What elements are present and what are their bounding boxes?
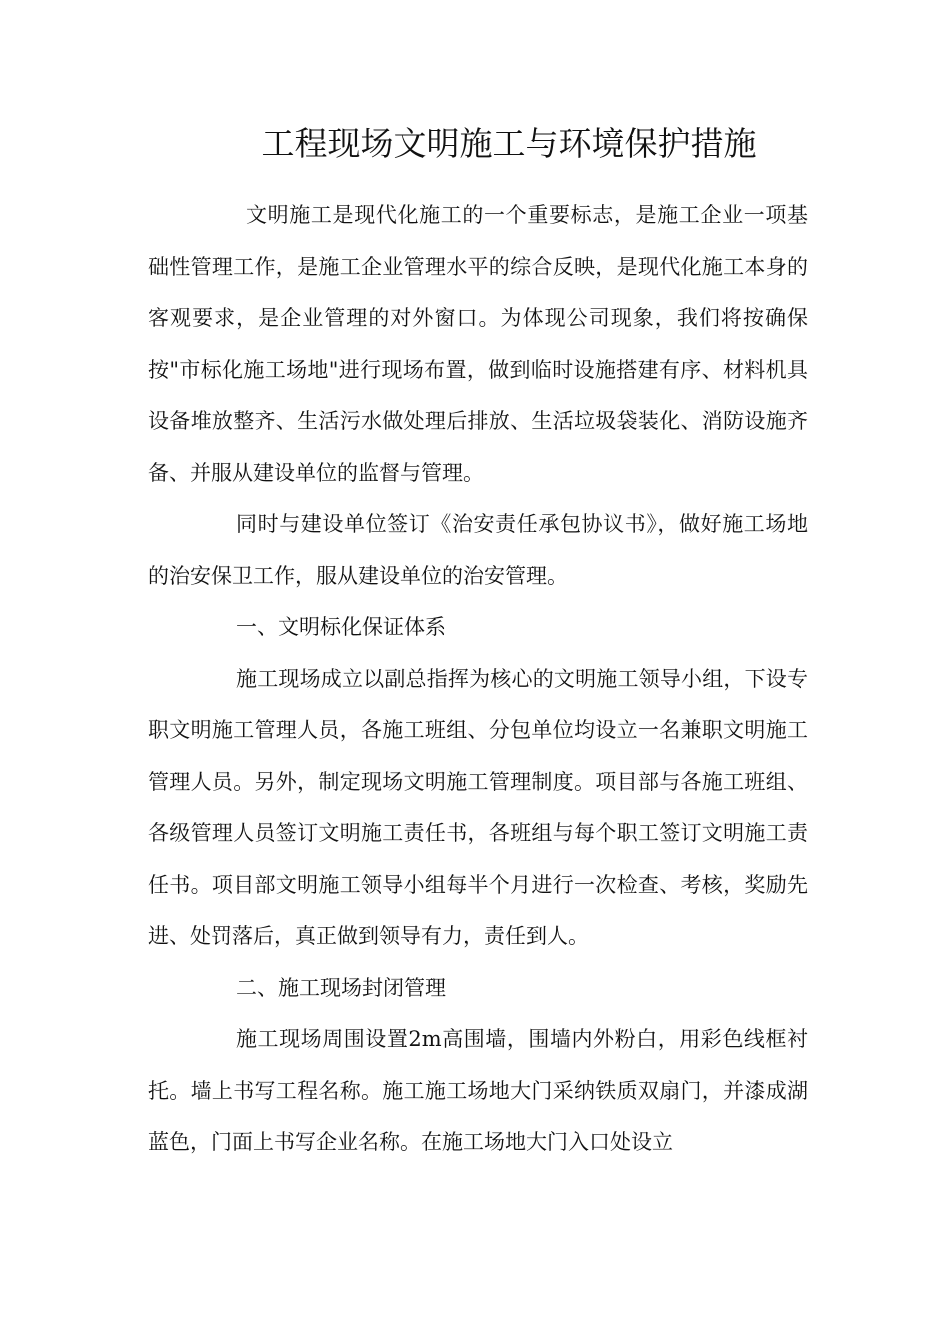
- document-body: [148, 190, 808, 1169]
- paragraph-site-enclosure: 施工现场周围设置2m高围墙，围墙内外粉白，用彩色线框衬托。墙上书写工程名称。施工施工场地大门采纳铁质双扇门，并漆成湖蓝色，门面上书写企业名称。在施工场地大门入口处设立: [148, 1027, 808, 1154]
- paragraph-security-agreement: 同时与建设单位签订《治安责任承包协议书》，做好施工场地的治安保卫工作，服从建设单位的治安管理。: [148, 512, 808, 588]
- section-heading-1: 一、文明标化保证体系: [236, 615, 446, 639]
- document-title: 工程现场文明施工与环境保护措施: [261, 124, 757, 163]
- paragraph-guarantee-system: 施工现场成立以副总指挥为核心的文明施工领导小组，下设专职文明施工管理人员，各施工班组、分包单位均设立一名兼职文明施工管理人员。另外，制定现场文明施工管理制度。项目部与各施工班组、各级管理人员签订文明施工责任书，各班组与每个职工签订文明施工责任书。项目部文明施工领导小组每半个月进行一次检查、考核，奖励先进、处罚落后，真正做到领导有力，责任到人。: [148, 666, 808, 948]
- paragraph-intro: 文明施工是现代化施工的一个重要标志，是施工企业一项基础性管理工作，是施工企业管理水平的综合反映，是现代化施工本身的客观要求，是企业管理的对外窗口。为体现公司现象，我们将按确保按"市标化施工场地"进行现场布置，做到临时设施搭建有序、材料机具设备堆放整齐、生活污水做处理后排放、生活垃圾袋装化、消防设施齐备、并服从建设单位的监督与管理。: [148, 203, 808, 485]
- section-heading-2: 二、施工现场封闭管理: [236, 975, 446, 1000]
